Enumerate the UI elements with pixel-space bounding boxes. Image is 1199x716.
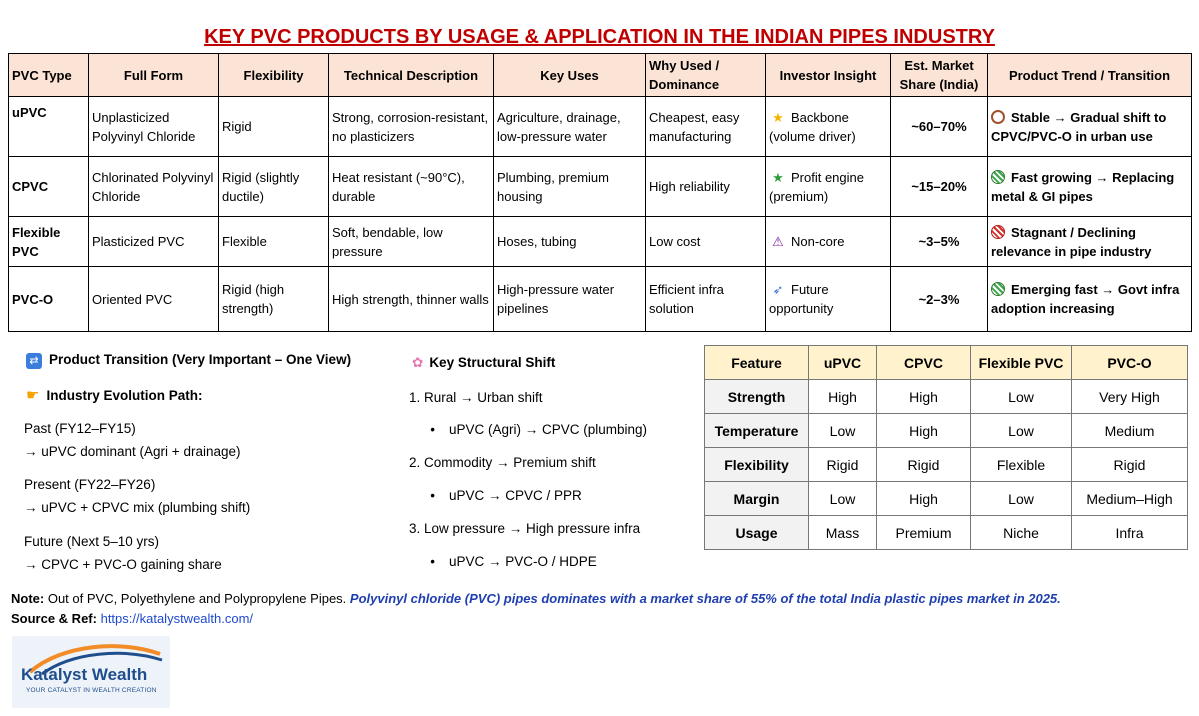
shift-item-2: 2. Commodity → Premium shift xyxy=(409,455,596,470)
green-circle-icon xyxy=(991,282,1005,296)
feature-cell: Rigid xyxy=(877,448,971,482)
market-share: ~15–20% xyxy=(891,157,988,217)
note-text: Out of PVC, Polyethylene and Polypropylene Pipes. xyxy=(44,591,350,606)
evolution-path-heading: Industry Evolution Path: xyxy=(46,388,203,403)
shift-heading-row xyxy=(412,354,555,372)
feature-cell: Medium–High xyxy=(1072,482,1188,516)
insight-text: Future opportunity xyxy=(769,282,834,316)
table-row xyxy=(705,414,1188,448)
feature-cell: High xyxy=(877,482,971,516)
source-line xyxy=(11,611,253,626)
shift-heading: Key Structural Shift xyxy=(429,355,556,370)
investor-insight xyxy=(766,267,891,332)
repeat-icon: ⇄ xyxy=(26,353,42,369)
market-share: ~3–5% xyxy=(891,217,988,267)
technical-description: High strength, thinner walls xyxy=(329,267,494,332)
feature-name: Margin xyxy=(705,482,809,516)
evolution-path-row xyxy=(26,387,202,405)
table-row xyxy=(9,157,1192,217)
table-row xyxy=(705,482,1188,516)
shift-detail-text: uPVC → CPVC / PPR xyxy=(449,488,582,503)
pvc-type: Flexible PVC xyxy=(9,217,89,267)
feature-header: CPVC xyxy=(877,346,971,380)
header-key-uses: Key Uses xyxy=(494,54,646,97)
key-uses: Agriculture, drainage, low-pressure water xyxy=(494,97,646,157)
brain-icon: ✿ xyxy=(412,355,424,370)
key-uses: Plumbing, premium housing xyxy=(494,157,646,217)
why-used: Cheapest, easy manufacturing xyxy=(646,97,766,157)
bullet: • xyxy=(430,422,435,437)
table-row xyxy=(705,380,1188,414)
feature-header: PVC-O xyxy=(1072,346,1188,380)
header-flexibility: Flexibility xyxy=(219,54,329,97)
trend-text: Stagnant / Declining relevance in pipe industry xyxy=(991,224,1152,259)
flexibility: Flexible xyxy=(219,217,329,267)
past-text: → uPVC dominant (Agri + drainage) xyxy=(24,444,241,459)
product-trend xyxy=(988,217,1192,267)
header-full-form: Full Form xyxy=(89,54,219,97)
feature-cell: Flexible xyxy=(971,448,1072,482)
shift-detail-text: uPVC → PVC-O / HDPE xyxy=(449,554,597,569)
full-form: Chlorinated Polyvinyl Chloride xyxy=(89,157,219,217)
feature-cell: High xyxy=(877,380,971,414)
source-link[interactable]: https://katalystwealth.com/ xyxy=(100,611,254,626)
why-used: Low cost xyxy=(646,217,766,267)
technical-description: Soft, bendable, low pressure xyxy=(329,217,494,267)
present-text: → uPVC + CPVC mix (plumbing shift) xyxy=(24,500,251,515)
feature-cell: Low xyxy=(809,414,877,448)
feature-header: uPVC xyxy=(809,346,877,380)
header-market-share: Est. Market Share (India) xyxy=(891,54,988,97)
product-trend xyxy=(988,157,1192,217)
header-technical-description: Technical Description xyxy=(329,54,494,97)
future-label: Future (Next 5–10 yrs) xyxy=(24,534,160,549)
source-label: Source & Ref: xyxy=(11,611,97,626)
shift-item-3: 3. Low pressure → High pressure infra xyxy=(409,521,641,536)
header-pvc-type: PVC Type xyxy=(9,54,89,97)
investor-insight xyxy=(766,157,891,217)
bullet: • xyxy=(430,554,435,569)
technical-description: Heat resistant (~90°C), durable xyxy=(329,157,494,217)
star-icon: ★ xyxy=(772,109,784,125)
shift-detail-1 xyxy=(409,421,647,439)
header-product-trend: Product Trend / Transition xyxy=(988,54,1192,97)
shift-detail-2 xyxy=(409,487,582,505)
shift-detail-text: uPVC (Agri) → CPVC (plumbing) xyxy=(449,422,648,437)
full-form: Oriented PVC xyxy=(89,267,219,332)
green-star-icon: ★ xyxy=(772,169,784,185)
pvc-type: uPVC xyxy=(9,97,89,157)
feature-header: Feature xyxy=(705,346,809,380)
feature-name: Flexibility xyxy=(705,448,809,482)
header-why-used: Why Used / Dominance xyxy=(646,54,766,97)
page-title: KEY PVC PRODUCTS BY USAGE & APPLICATION IN THE INDIAN PIPES INDUSTRY xyxy=(204,26,995,48)
warning-icon: ⚠ xyxy=(772,234,784,249)
shift-detail-3 xyxy=(409,553,597,571)
table-row xyxy=(9,217,1192,267)
feature-cell: Low xyxy=(971,380,1072,414)
pvc-products-table xyxy=(8,53,1192,332)
feature-name: Strength xyxy=(705,380,809,414)
feature-name: Usage xyxy=(705,516,809,550)
feature-cell: Mass xyxy=(809,516,877,550)
green-circle-icon xyxy=(991,170,1005,184)
brown-circle-icon xyxy=(991,110,1005,124)
transition-heading-row xyxy=(26,351,351,369)
insight-text: Non-core xyxy=(791,234,845,249)
feature-cell: Infra xyxy=(1072,516,1188,550)
past-label: Past (FY12–FY15) xyxy=(24,421,136,436)
trend-text: Emerging fast → Govt infra adoption increasing xyxy=(991,282,1180,316)
full-form: Plasticized PVC xyxy=(89,217,219,267)
full-form: Unplasticized Polyvinyl Chloride xyxy=(89,97,219,157)
key-uses: High-pressure water pipelines xyxy=(494,267,646,332)
insight-text: Profit engine (premium) xyxy=(769,169,864,204)
feature-cell: High xyxy=(877,414,971,448)
feature-cell: High xyxy=(809,380,877,414)
feature-cell: Premium xyxy=(877,516,971,550)
feature-name: Temperature xyxy=(705,414,809,448)
pvc-type: PVC-O xyxy=(9,267,89,332)
future-text: → CPVC + PVC-O gaining share xyxy=(24,557,222,572)
key-uses: Hoses, tubing xyxy=(494,217,646,267)
rocket-icon: ➶ xyxy=(772,282,784,297)
product-trend xyxy=(988,97,1192,157)
table-row xyxy=(9,97,1192,157)
feature-cell: Very High xyxy=(1072,380,1188,414)
trend-text: Fast growing → Replacing metal & GI pipes xyxy=(991,169,1175,204)
pvc-type: CPVC xyxy=(9,157,89,217)
market-share: ~60–70% xyxy=(891,97,988,157)
feature-comparison-table xyxy=(704,345,1188,550)
feature-cell: Low xyxy=(971,482,1072,516)
flexibility: Rigid (high strength) xyxy=(219,267,329,332)
present-label: Present (FY22–FY26) xyxy=(24,477,156,492)
shift-item-1: 1. Rural → Urban shift xyxy=(409,390,543,405)
insight-text: Backbone (volume driver) xyxy=(769,109,856,144)
trend-text: Stable → Gradual shift to CPVC/PVC-O in urban use xyxy=(991,109,1167,144)
feature-cell: Medium xyxy=(1072,414,1188,448)
pointing-hand-icon: ☛ xyxy=(26,387,40,404)
table-row xyxy=(9,267,1192,332)
header-investor-insight: Investor Insight xyxy=(766,54,891,97)
red-circle-icon xyxy=(991,225,1005,239)
logo-name: Katalyst Wealth xyxy=(21,665,148,684)
investor-insight xyxy=(766,217,891,267)
transition-heading: Product Transition (Very Important – One View) xyxy=(49,352,352,367)
feature-header: Flexible PVC xyxy=(971,346,1072,380)
product-trend xyxy=(988,267,1192,332)
market-share: ~2–3% xyxy=(891,267,988,332)
flexibility: Rigid (slightly ductile) xyxy=(219,157,329,217)
table-row xyxy=(705,516,1188,550)
note-line xyxy=(11,591,1061,606)
why-used: Efficient infra solution xyxy=(646,267,766,332)
why-used: High reliability xyxy=(646,157,766,217)
flexibility: Rigid xyxy=(219,97,329,157)
feature-cell: Rigid xyxy=(809,448,877,482)
feature-cell: Low xyxy=(809,482,877,516)
note-highlight: Polyvinyl chloride (PVC) pipes dominates with a market share of 55% of the total India plastic pipes market in 2025. xyxy=(349,591,1061,606)
feature-cell: Rigid xyxy=(1072,448,1188,482)
technical-description: Strong, corrosion-resistant, no plasticizers xyxy=(329,97,494,157)
bullet: • xyxy=(430,488,435,503)
feature-cell: Low xyxy=(971,414,1072,448)
note-label: Note: xyxy=(11,591,45,606)
investor-insight xyxy=(766,97,891,157)
table-row xyxy=(705,448,1188,482)
feature-cell: Niche xyxy=(971,516,1072,550)
logo-tagline: YOUR CATALYST IN WEALTH CREATION xyxy=(26,687,157,694)
